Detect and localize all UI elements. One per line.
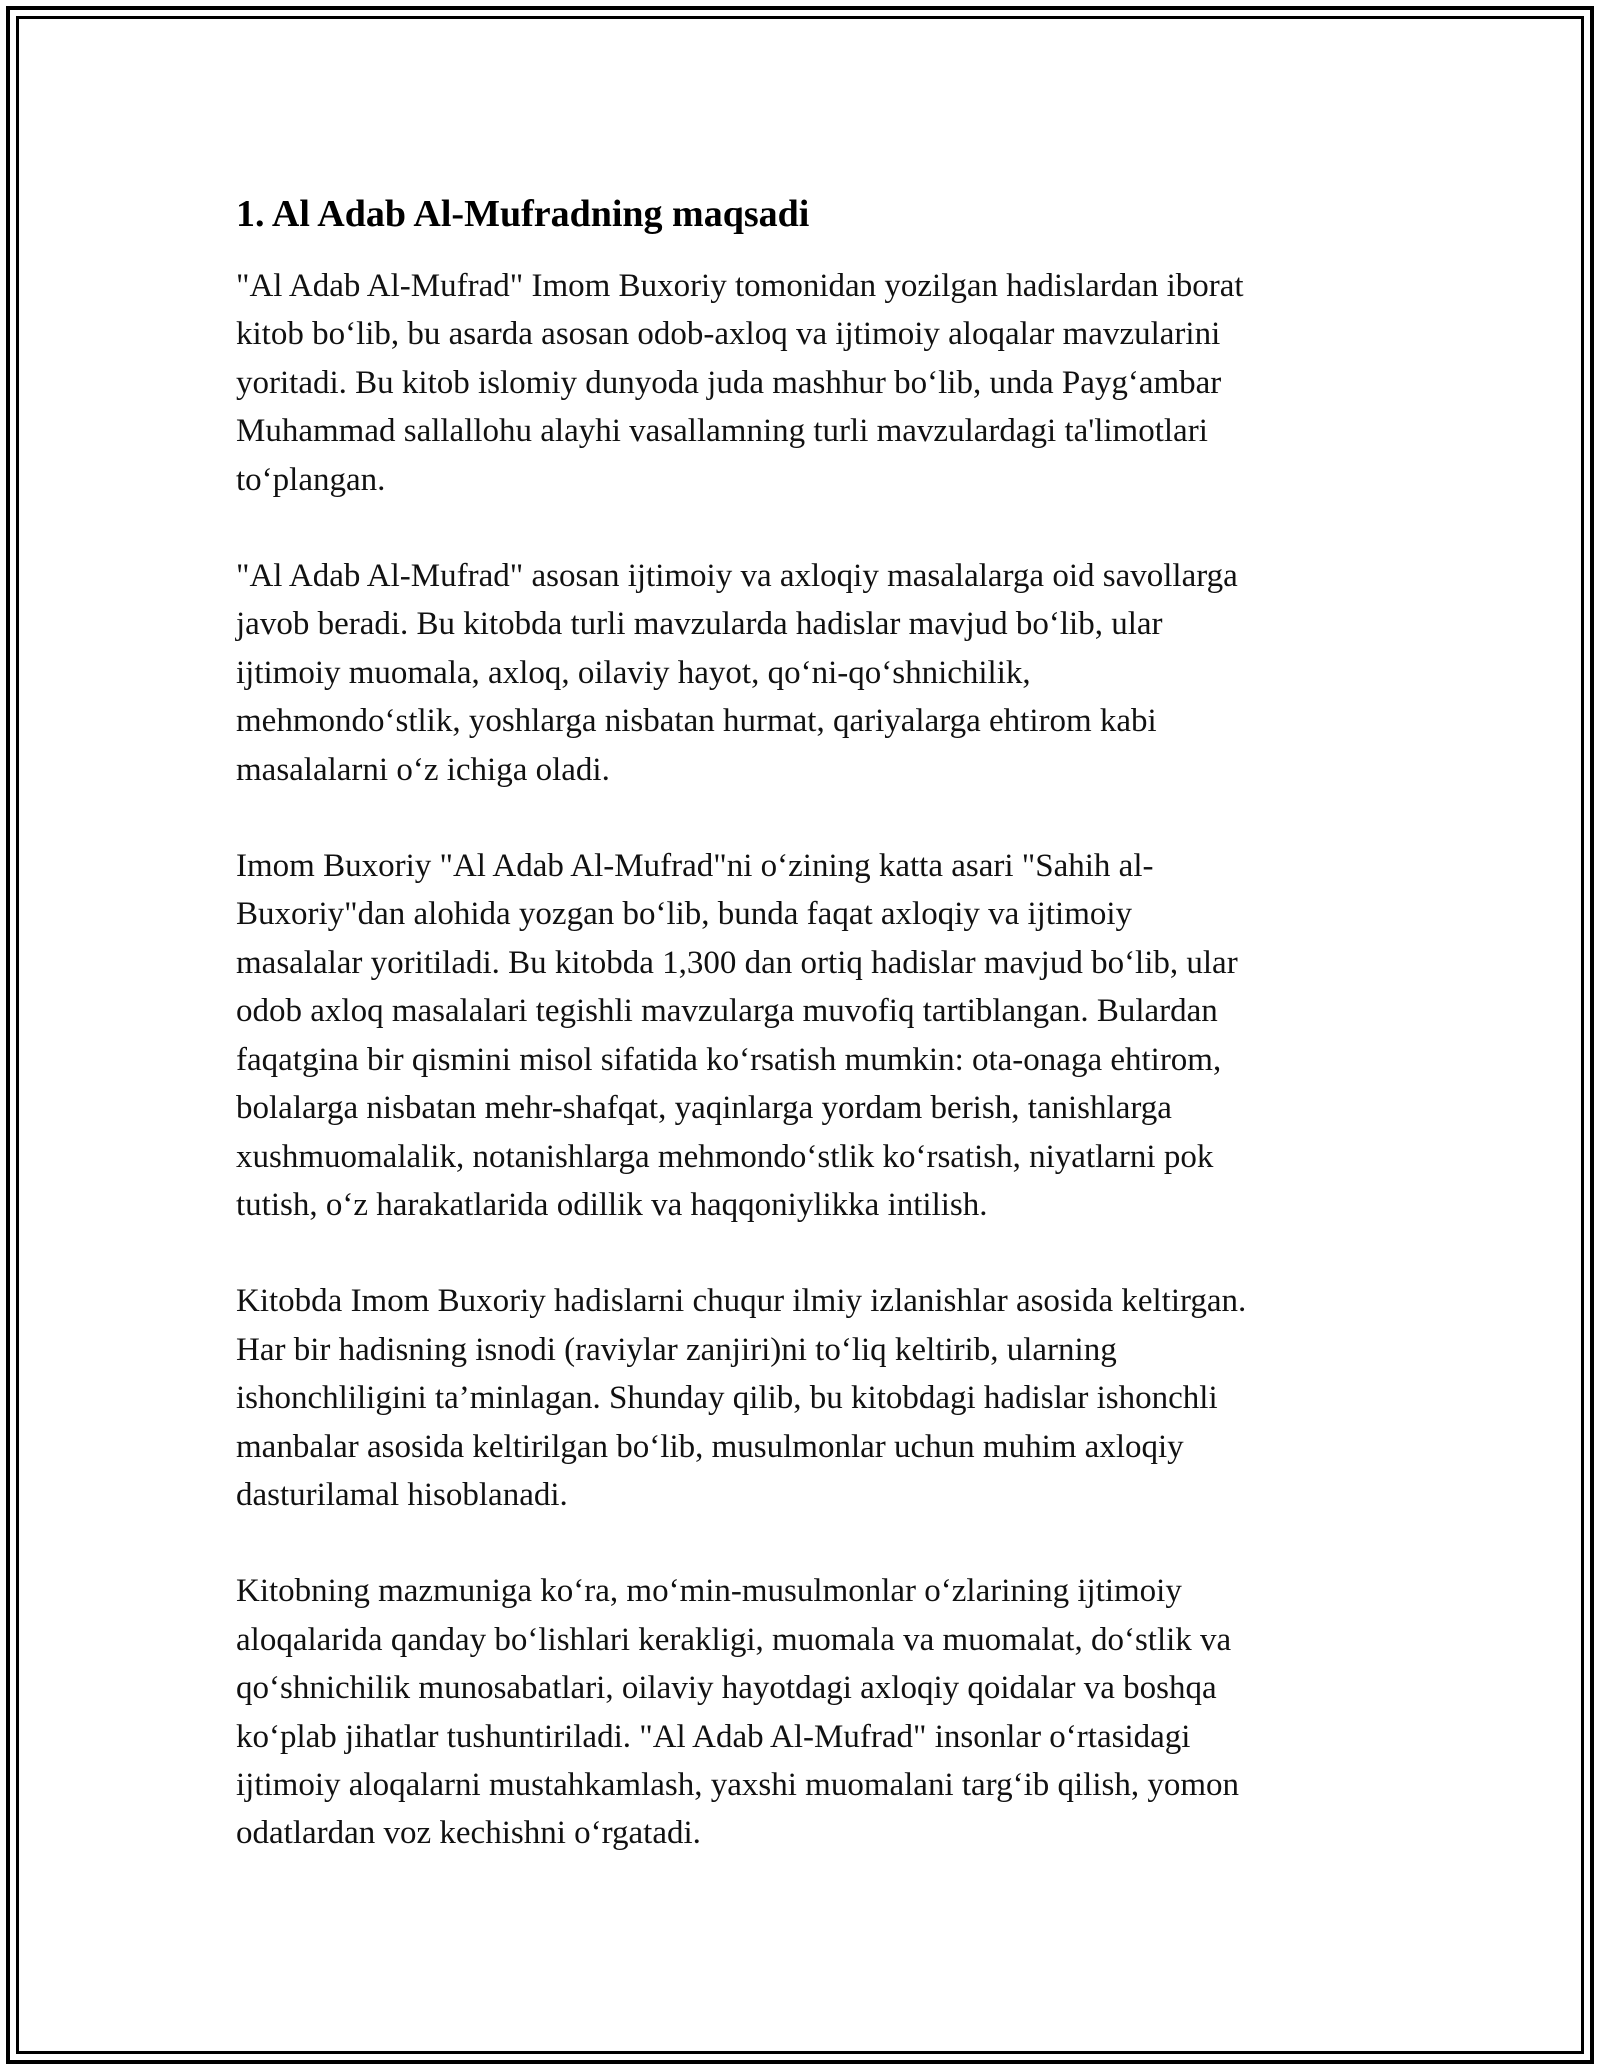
paragraph — [236, 552, 1366, 794]
text-line: Buxoriy"dan alohida yozgan bo‘lib, bunda faqat axloqiy va ijtimoiy — [236, 896, 1133, 933]
text-line: kitob bo‘lib, bu asarda asosan odob-axloq va ijtimoiy aloqalar mavzularini — [236, 316, 1221, 353]
paragraph — [236, 262, 1366, 504]
text-line: Kitobda Imom Buxoriy hadislarni chuqur ilmiy izlanishlar asosida keltirgan. — [236, 1283, 1247, 1320]
text-line: mehmondo‘stlik, yoshlarga nisbatan hurmat, qariyalarga ehtirom kabi — [236, 703, 1157, 740]
paragraph — [236, 1567, 1366, 1857]
text-line: "Al Adab Al-Mufrad" asosan ijtimoiy va axloqiy masalalarga oid savollarga — [236, 558, 1238, 595]
text-line: Kitobning mazmuniga ko‘ra, mo‘min-musulmonlar o‘zlarining ijtimoiy — [236, 1573, 1182, 1610]
text-line: aloqalarida qanday bo‘lishlari kerakligi, muomala va muomalat, do‘stlik va — [236, 1621, 1232, 1658]
text-line: yoritadi. Bu kitob islomiy dunyoda juda mashhur bo‘lib, unda Payg‘ambar — [236, 364, 1222, 401]
text-line: faqatgina bir qismini misol sifatida ko‘rsatish mumkin: ota-onaga ehtirom, — [236, 1041, 1222, 1078]
paragraph-list — [236, 262, 1366, 1858]
text-line: qo‘shnichilik munosabatlari, oilaviy hayotdagi axloqiy qoidalar va boshqa — [236, 1670, 1217, 1707]
text-line: masalalarni o‘z ichiga oladi. — [236, 751, 610, 788]
text-line: ijtimoiy aloqalarni mustahkamlash, yaxshi muomalani targ‘ib qilish, yomon — [236, 1766, 1240, 1803]
text-line: odob axloq masalalari tegishli mavzularga muvofiq tartiblangan. Bulardan — [236, 993, 1218, 1030]
text-line: ko‘plab jihatlar tushuntiriladi. "Al Adab Al-Mufrad" insonlar o‘rtasidagi — [236, 1718, 1191, 1755]
text-line: ijtimoiy muomala, axloq, oilaviy hayot, qo‘ni-qo‘shnichilik, — [236, 654, 1031, 691]
text-line: ishonchliligini ta’minlagan. Shunday qilib, bu kitobdagi hadislar ishonchli — [236, 1380, 1218, 1417]
text-line: Har bir hadisning isnodi (raviylar zanjiri)ni to‘liq keltirib, ularning — [236, 1331, 1117, 1368]
text-line: dasturilamal hisoblanadi. — [236, 1476, 568, 1513]
paragraph — [236, 842, 1366, 1229]
text-line: manbalar asosida keltirilgan bo‘lib, musulmonlar uchun muhim axloqiy — [236, 1428, 1184, 1465]
text-line: to‘plangan. — [236, 461, 386, 498]
paragraph — [236, 1277, 1366, 1519]
text-line: javob beradi. Bu kitobda turli mavzularda hadislar mavjud bo‘lib, ular — [236, 606, 1163, 643]
section-heading: 1. Al Adab Al-Mufradning maqsadi — [236, 193, 810, 235]
text-line: Muhammad sallallohu alayhi vasallamning turli mavzulardagi ta'limotlari — [236, 413, 1208, 450]
document-body — [236, 186, 1366, 1906]
text-line: Imom Buxoriy "Al Adab Al-Mufrad"ni o‘zining katta asari "Sahih al- — [236, 848, 1154, 885]
text-line: "Al Adab Al-Mufrad" Imom Buxoriy tomonidan yozilgan hadislardan iborat — [236, 268, 1244, 304]
text-line: masalalar yoritiladi. Bu kitobda 1,300 dan ortiq hadislar mavjud bo‘lib, ular — [236, 944, 1238, 981]
text-line: tutish, o‘z harakatlarida odillik va haqqoniylikka intilish. — [236, 1186, 988, 1223]
text-line: bolalarga nisbatan mehr-shafqat, yaqinlarga yordam berish, tanishlarga — [236, 1090, 1172, 1127]
text-line: odatlardan voz kechishni o‘rgatadi. — [236, 1815, 701, 1852]
text-line: xushmuomalalik, notanishlarga mehmondo‘stlik ko‘rsatish, niyatlarni pok — [236, 1138, 1214, 1175]
